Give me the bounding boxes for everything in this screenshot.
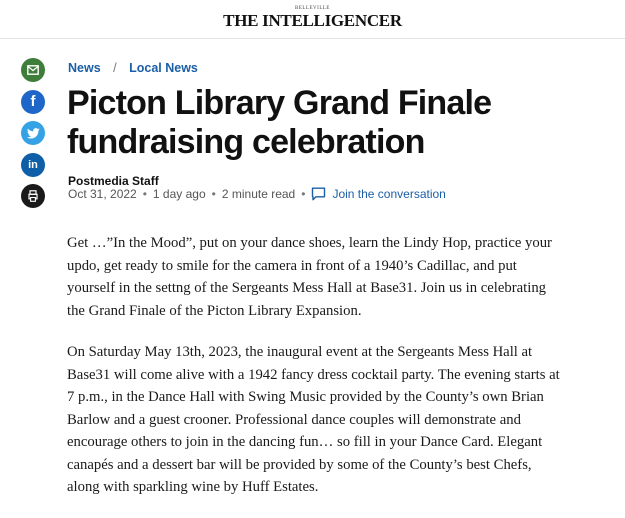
breadcrumb xyxy=(68,61,198,75)
article-body xyxy=(67,232,567,518)
print-icon xyxy=(28,190,38,202)
join-conversation-label: Join the conversation xyxy=(332,187,446,201)
meta-separator: • xyxy=(211,187,216,201)
logo-name: THE INTELLIGENCER xyxy=(223,11,402,30)
article-paragraph: On Saturday May 13th, 2023, the inaugural event at the Sergeants Mess Hall at Base31 will come alive with a 1942 fancy dress cocktail party. The evening starts at 7 p.m., in the Dance Hall with Swing Music provided by the County’s own Brian Barlow and a guest crooner. Professional dance couples will demonstrate and encourage others to join in the dancing fun… so fill in your Dance Card. Elegant canapés and a dessert bar will be provided by some of the County’s best Chefs, along with sparkling wine by Huff Estates. xyxy=(67,344,560,495)
email-icon xyxy=(27,65,39,75)
print-share-button[interactable] xyxy=(21,184,45,208)
site-logo[interactable] xyxy=(0,6,625,31)
join-conversation-link[interactable] xyxy=(311,187,445,201)
meta-separator: • xyxy=(142,187,147,201)
email-share-button[interactable] xyxy=(21,58,45,82)
article-meta xyxy=(68,187,446,201)
facebook-icon: f xyxy=(30,93,36,110)
publish-date: Oct 31, 2022 xyxy=(68,187,137,201)
facebook-share-button[interactable] xyxy=(21,90,45,114)
logo-small-text: BELLEVILLE xyxy=(295,6,330,11)
publish-age: 1 day ago xyxy=(152,187,206,201)
twitter-icon xyxy=(27,128,40,139)
masthead xyxy=(0,0,625,39)
share-bar xyxy=(21,58,45,216)
twitter-share-button[interactable] xyxy=(21,121,45,145)
meta-separator: • xyxy=(301,187,306,201)
article-paragraph: Get …”In the Mood”, put on your dance shoes, learn the Lindy Hop, practice your updo, get ready to smile for the camera in front of a 1940’s Cadillac, and put yourself in the settng of the Sergeants Mess Hall at Base31. Join us in celebrating the Grand Finale of the Picton Library Expansion. xyxy=(67,235,552,319)
linkedin-icon: in xyxy=(28,158,38,171)
breadcrumb-local-news[interactable]: Local News xyxy=(129,61,198,75)
author-name[interactable]: Postmedia Staff xyxy=(68,174,159,188)
breadcrumb-separator: / xyxy=(113,61,117,75)
linkedin-share-button[interactable] xyxy=(21,153,45,177)
breadcrumb-news[interactable]: News xyxy=(68,61,101,75)
comment-bubble-icon xyxy=(311,187,326,201)
article-title: Picton Library Grand Finale fundraising celebration xyxy=(67,84,492,161)
read-time: 2 minute read xyxy=(221,187,296,201)
